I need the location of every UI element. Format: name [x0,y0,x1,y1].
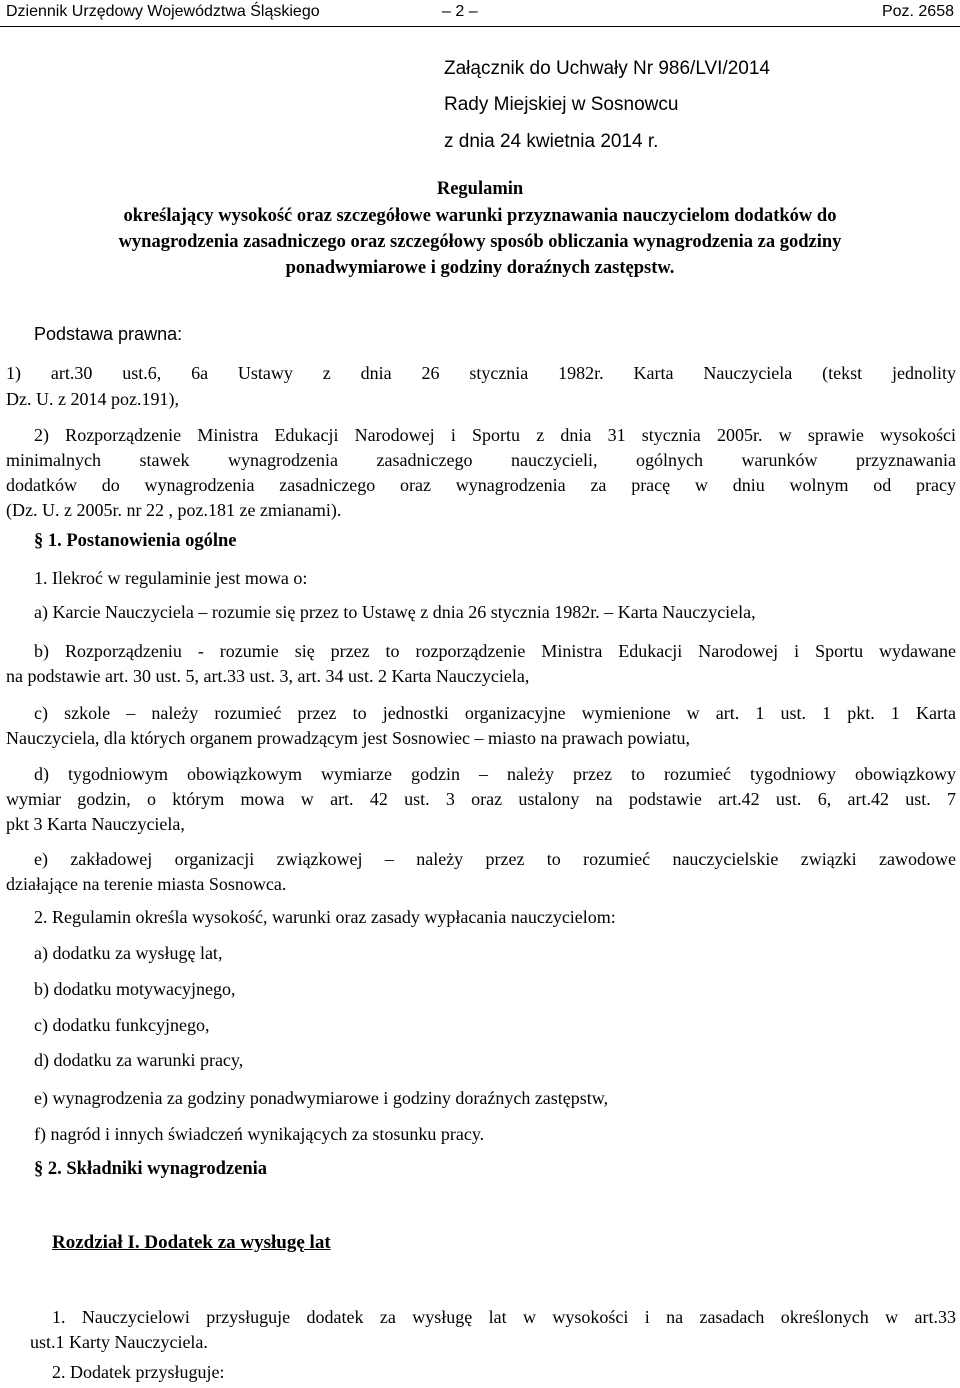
definition-b-line-1: b) Rozporządzeniu - rozumie się przez to rozporządzenie Ministra Edukacji Narodowej i Sportu wydawane [34,641,956,661]
definition-e-line-1: e) zakładowej organizacji związkowej – należy przez to rozumieć nauczycielskie związki zawodowe [34,849,956,869]
annex-line-1: Załącznik do Uchwały Nr 986/LVI/2014 [444,58,770,79]
chapter-1-point-2: 2. Dodatek przysługuje: [52,1362,225,1382]
title-line-2: określający wysokość oraz szczegółowe warunki przyznawania nauczycielom dodatków do [123,206,837,226]
journal-title: Dziennik Urzędowy Województwa Śląskiego [6,3,320,20]
legal-basis-item-2-line-1: 2) Rozporządzenie Ministra Edukacji Narodowej i Sportu z dnia 31 stycznia 2005r. w sprawie wysokości [34,425,956,445]
legal-basis-item-1-line-2: Dz. U. z 2014 poz.191), [6,389,179,409]
definition-d-line-2: wymiar godzin, o którym mowa w art. 42 ust. 3 oraz ustalony na podstawie art.42 ust. 6, art.42 ust. 7 [6,789,956,809]
definition-c-line-1: c) szkole – należy rozumieć przez to jednostki organizacyjne wymienione w art. 1 ust. 1 pkt. 1 Karta [34,703,956,723]
annex-line-3: z dnia 24 kwietnia 2014 r. [444,131,659,152]
page-number: – 2 – [442,3,478,20]
title-line-4: ponadwymiarowe i godziny doraźnych zastępstw. [285,258,675,278]
section-1-point-1: 1. Ilekroć w regulaminie jest mowa o: [34,568,308,588]
chapter-1-point-1-line-1: 1. Nauczycielowi przysługuje dodatek za wysługę lat w wysokości i na zasadach określonych w art.33 [52,1307,956,1327]
annex-line-2: Rady Miejskiej w Sosnowcu [444,94,679,115]
title-line-1: Regulamin [436,179,524,199]
legal-basis-item-2-line-4: (Dz. U. z 2005r. nr 22 , poz.181 ze zmianami). [6,500,342,520]
definition-a: a) Karcie Nauczyciela – rozumie się przez to Ustawę z dnia 26 stycznia 1982r. – Karta Nauczyciela, [34,602,756,622]
legal-basis-heading: Podstawa prawna: [34,324,183,344]
definition-b-line-2: na podstawie art. 30 ust. 5, art.33 ust. 3, art. 34 ust. 2 Karta Nauczyciela, [6,666,530,686]
legal-basis-item-1-line-1: 1) art.30 ust.6, 6a Ustawy z dnia 26 stycznia 1982r. Karta Nauczyciela (tekst jednolity [6,363,956,383]
allowance-list-item: a) dodatku za wysługę lat, [34,943,223,963]
definition-c-line-2: Nauczyciela, dla których organem prowadzącym jest Sosnowiec – miasto na prawach powiatu, [6,728,690,748]
definition-d-line-3: pkt 3 Karta Nauczyciela, [6,814,185,834]
definition-d-line-1: d) tygodniowym obowiązkowym wymiarze godzin – należy przez to rozumieć tygodniowy obowiązkowy [34,764,956,784]
position-number: Poz. 2658 [881,3,954,20]
section-2-heading: § 2. Składniki wynagrodzenia [34,1159,268,1179]
allowance-list-item: e) wynagrodzenia za godziny ponadwymiarowe i godziny doraźnych zastępstw, [34,1088,609,1108]
legal-basis-item-2-line-3: dodatków do wynagrodzenia zasadniczego oraz wynagrodzenia za pracę w dniu wolnym od pracy [6,475,956,495]
allowance-list-item: c) dodatku funkcyjnego, [34,1015,210,1035]
allowance-list-item: b) dodatku motywacyjnego, [34,979,236,999]
chapter-1-heading: Rozdział I. Dodatek za wysługę lat [52,1232,331,1253]
section-1-point-2: 2. Regulamin określa wysokość, warunki oraz zasady wypłacania nauczycielom: [34,907,616,927]
chapter-1-point-1-line-2: ust.1 Karty Nauczyciela. [30,1332,208,1352]
legal-basis-item-2-line-2: minimalnych stawek wynagrodzenia zasadniczego nauczycieli, ogólnych warunków przyznawania [6,450,956,470]
title-line-3: wynagrodzenia zasadniczego oraz szczegółowy sposób obliczania wynagrodzenia za godziny [118,232,842,252]
definition-e-line-2: działające na terenie miasta Sosnowca. [6,874,287,894]
allowance-list-item: d) dodatku za warunki pracy, [34,1050,244,1070]
section-1-heading: § 1. Postanowienia ogólne [34,531,237,551]
page-header [0,0,960,27]
allowance-list-item: f) nagród i innych świadczeń wynikających za stosunku pracy. [34,1124,485,1144]
